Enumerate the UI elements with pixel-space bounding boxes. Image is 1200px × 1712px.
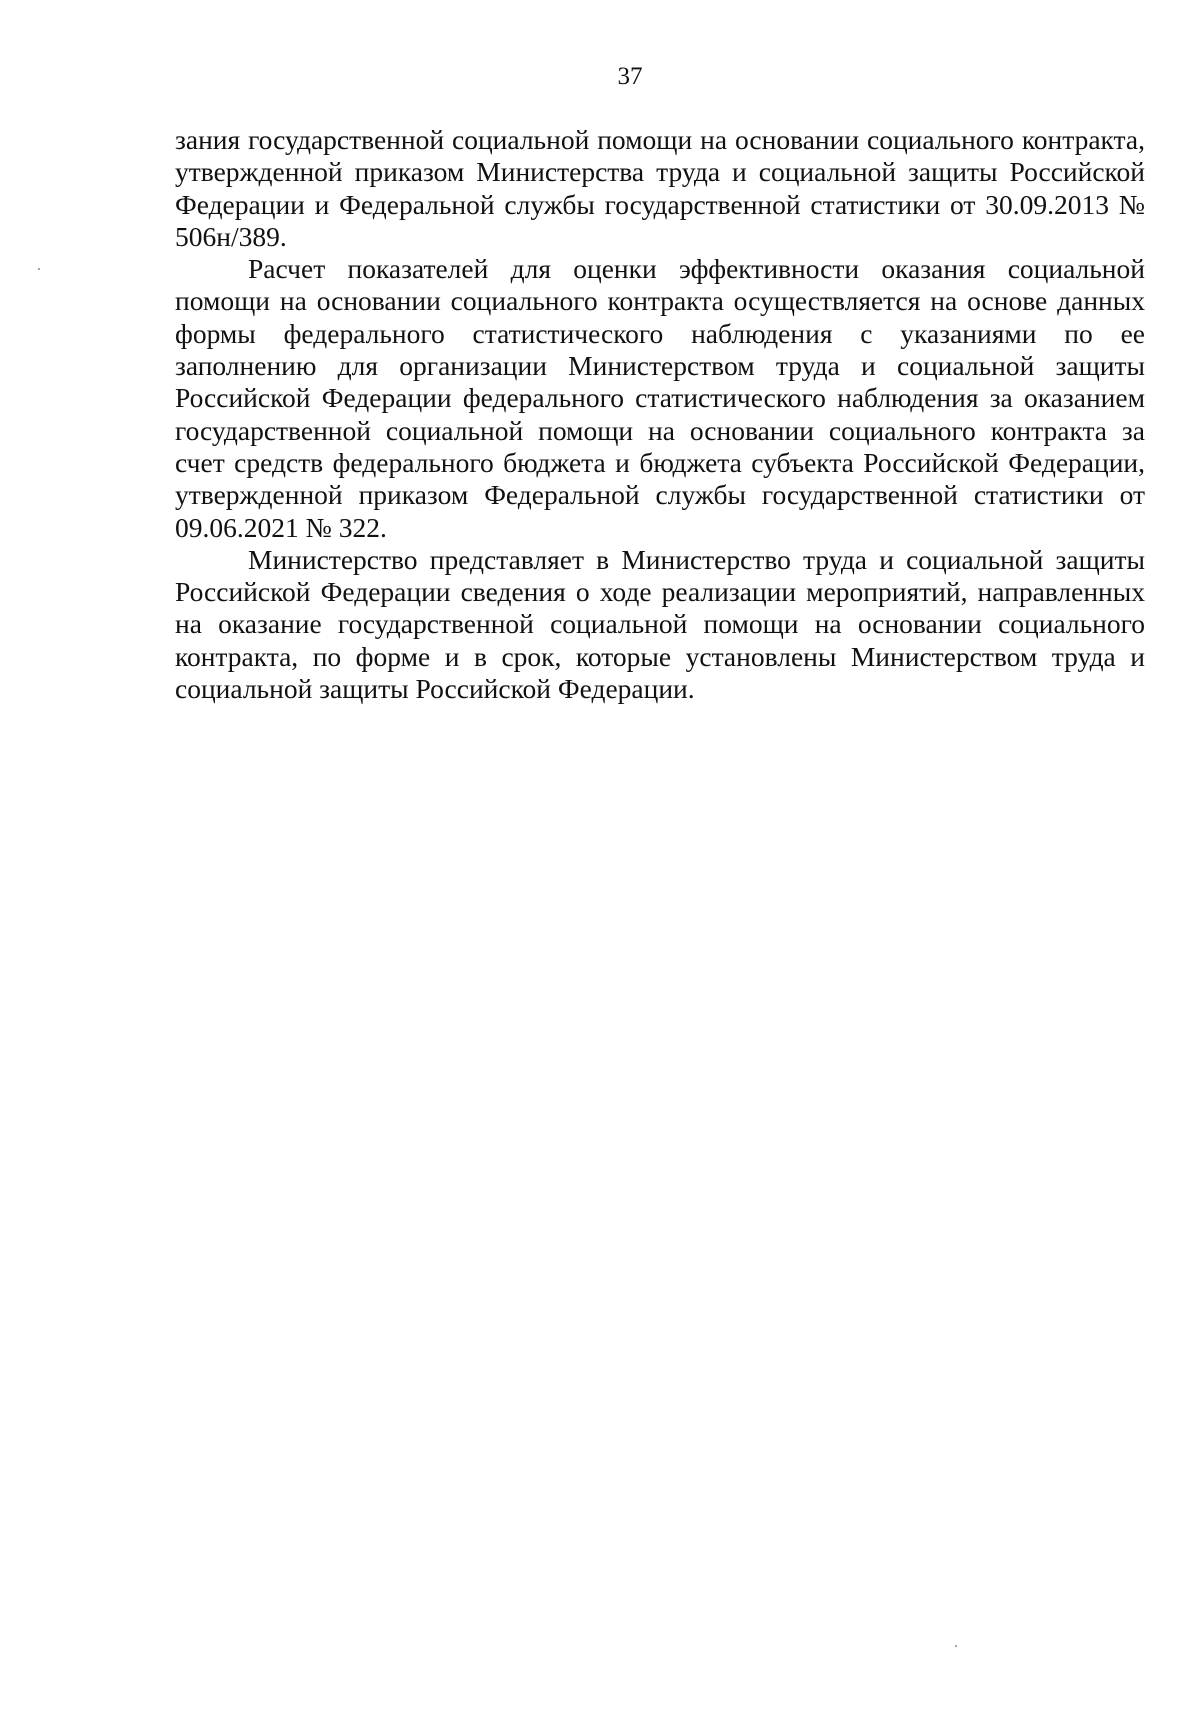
paragraph-indicators: Расчет показателей для оценки эффективности оказания социальной помощи на основании социального контракта осуществляется на основе данных формы федерального статистического наблюдения с указаниями по ее заполнению для организации Министерством труда и социальной защиты Российской Федерации федерального статистического наблюдения за оказанием государственной социальной помощи на основании социального контракта за счет средств федерального бюджета и бюджета субъекта Российской Федерации, утвержденной приказом Федеральной службы государственной статистики от 09.06.2021 № 322. xyxy=(175,253,1145,543)
body-text xyxy=(175,124,1145,705)
scan-speck xyxy=(38,268,40,270)
scan-speck xyxy=(955,1645,957,1647)
paragraph-continuation: зания государственной социальной помощи на основании социального контракта, утвержденной приказом Министерства труда и социальной защиты Российской Федерации и Федеральной службы государственной статистики от 30.09.2013 № 506н/389. xyxy=(175,124,1145,252)
page-number: 37 xyxy=(617,63,643,90)
paragraph-ministry-reporting: Министерство представляет в Министерство труда и социальной защиты Российской Федерации сведения о ходе реализации мероприятий, направленных на оказание государственной социальной помощи на основании социального контракта, по форме и в срок, которые установлены Министерством труда и социальной защиты Российской Федерации. xyxy=(175,543,1145,705)
